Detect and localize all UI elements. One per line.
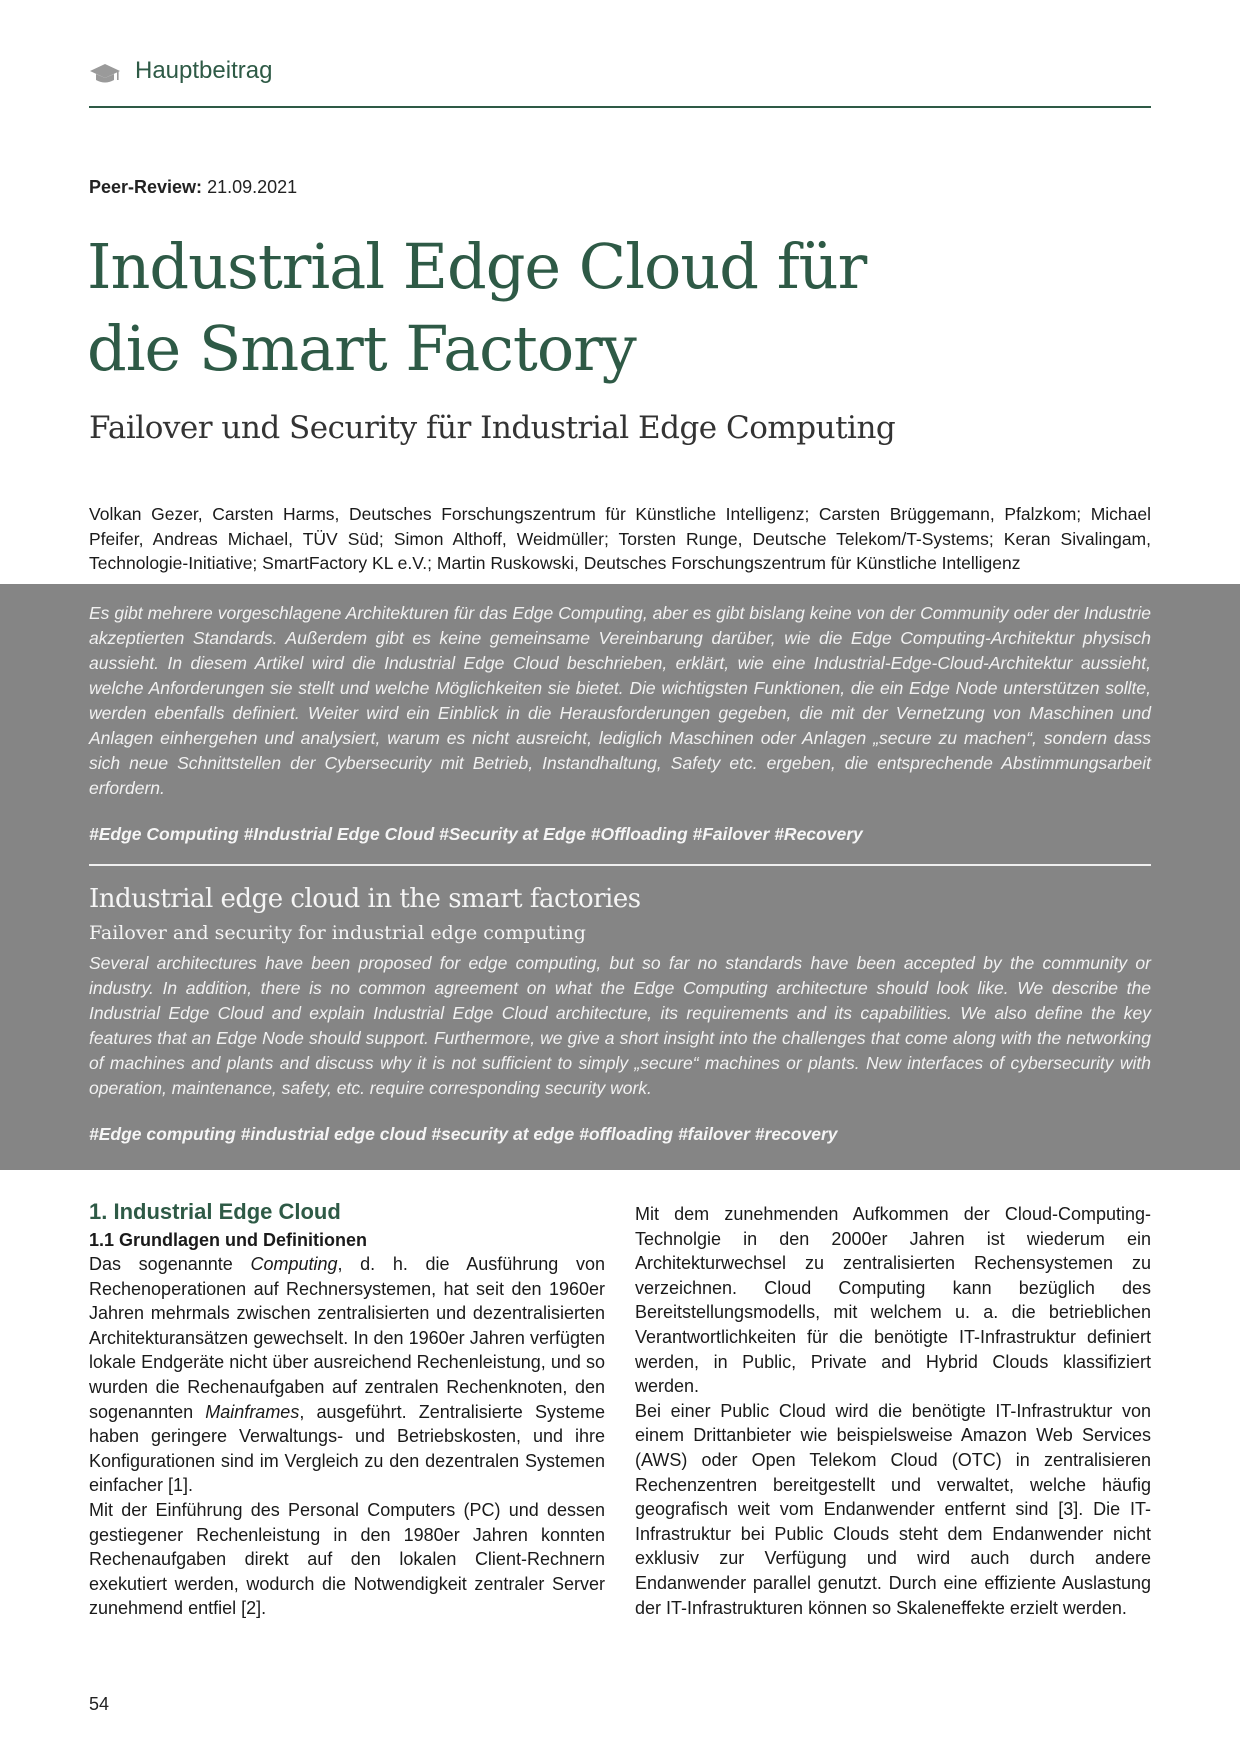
paragraph: Bei einer Public Cloud wird die benötigte IT-Infrastruktur von einem Drittanbieter wie beispielsweise Amazon Web Services (AWS) oder Open Telekom Cloud (OTC) in zentralisieren Rechenzentren bereitgestellt und verwaltet, welche häufig geografisch weit vom Endanwender entfernt sind [3]. Die IT-Infrastruktur bei Public Clouds steht dem Endanwender nicht exklusiv zur Verfügung und wird auch durch andere Endanwender parallel genutzt. Durch eine effiziente Auslastung der IT-Infrastrukturen können so Skaleneffekte erzielt werden. <box>635 1400 1151 1618</box>
abstract-english: Several architectures have been proposed for edge computing, but so far no standards have been accepted by the community or industry. In addition, there is no common agreement on what the Edge Computing architecture should look like. We describe the Industrial Edge Cloud and explain Industrial Edge Cloud architecture, its requirements and its capabilities. We also define the key features that an Edge Node should support. Furthermore, we give a short insight into the challenges that come along with the networking of machines and plants and discuss why it is not sufficient to simply „secure“ machines or plants. New interfaces of cybersecurity with operation, maintenance, safety, etc. require corresponding security work. <box>89 953 1151 1098</box>
body-column-left <box>89 1198 605 1621</box>
peer-review-line <box>89 177 297 198</box>
peer-review-label: Peer-Review: <box>89 177 203 197</box>
body-column-right <box>635 1202 1151 1620</box>
paragraph: Das sogenannte Computing, d. h. die Ausführung von Rechenoperationen auf Rechnersystemen, hat seit den 1960er Jahren mehrmals zwischen zentralisierten und dezentralisierten Architekturansätzen gewechselt. In den 1960er Jahren verfügten lokale Endgeräte nicht über ausreichend Rechenleistung, und so wurden die Rechenaufgaben auf zentralen Rechenknoten, den sogenannten Mainframes, ausgeführt. Zentralisierte Systeme haben geringere Verwaltungs- und Betriebskosten, und ihre Konfigurationen sind im Vergleich zu den dezentralen Systemen einfacher [1]. <box>89 1254 606 1496</box>
section-heading: 1. Industrial Edge Cloud <box>89 1199 341 1224</box>
peer-review-date: 21.09.2021 <box>207 177 298 197</box>
article-subtitle: Failover und Security für Industrial Edge Computing <box>89 410 896 446</box>
abstract-divider <box>89 864 1151 866</box>
keywords-german: #Edge Computing #Industrial Edge Cloud #Security at Edge #Offloading #Failover #Recovery <box>89 824 863 844</box>
author-list: Volkan Gezer, Carsten Harms, Deutsches Forschungszentrum für Künstliche Intelligenz; Carsten Brüggemann, Pfalzkom; Michael Pfeifer, Andreas Michael, TÜV Süd; Simon Althoff, Weidmüller; Torsten Runge, Deutsche Telekom/T-Systems; Keran Sivalingam, Technologie-Initiative; SmartFactory KL e.V.; Martin Ruskowski, Deutsches Forschungszentrum für Künstliche Intelligenz <box>89 504 1151 573</box>
section-label: Hauptbeitrag <box>135 57 273 84</box>
abstract-german: Es gibt mehrere vorgeschlagene Architekturen für das Edge Computing, aber es gibt bislang keine von der Community oder der Industrie akzeptierten Standards. Außerdem gibt es keine gemeinsame Vereinbarung darüber, wie die Edge Computing-Architektur physisch aussieht. In diesem Artikel wird die Industrial Edge Cloud beschrieben, erklärt, wie eine Industrial-Edge-Cloud-Architektur aussieht, welche Anforderungen sie stellt und welche Möglichkeiten sie bietet. Die wichtigsten Funktionen, die ein Edge Node unterstützen sollte, werden ebenfalls definiert. Weiter wird ein Einblick in die Herausforderungen gegeben, die mit der Vernetzung von Maschinen und Anlagen einhergehen und analysiert, warum es nicht ausreicht, lediglich Maschinen oder Anlagen „secure zu machen“, sondern dass sich neue Schnittstellen der Cybersecurity mit Betrieb, Instandhaltung, Safety etc. ergeben, die entsprechende Abstimmungsarbeit erfordern. <box>89 603 1151 798</box>
article-title <box>87 226 1087 390</box>
paragraph: Mit der Einführung des Personal Computers (PC) und dessen gestiegener Rechenleistung in den 1980er Jahren konnten Rechenaufgaben direkt auf den lokalen Client-Rechnern exekutiert werden, wodurch die Notwendigkeit zentraler Server zunehmend entfiel [2]. <box>89 1499 605 1619</box>
page-number: 54 <box>89 1694 110 1714</box>
graduation-cap-icon <box>89 62 121 86</box>
title-line-2: die Smart Factory <box>87 312 636 385</box>
title-line-1: Industrial Edge Cloud für <box>87 230 867 303</box>
english-title: Industrial edge cloud in the smart factories <box>89 884 641 914</box>
subsection-heading: 1.1 Grundlagen und Definitionen <box>89 1230 368 1250</box>
english-subtitle: Failover and security for industrial edge computing <box>89 922 586 944</box>
paragraph: Mit dem zunehmenden Aufkommen der Cloud-Computing-Technolgie in den 2000er Jahren ist wiederum ein Architekturwechsel zu zentralisierten Rechensystemen zu verzeichnen. Cloud Computing kann bezüglich des Bereitstellungsmodells, mit welchem u. a. die betrieblichen Verantwortlichkeiten für die benötigte IT-Infrastruktur definiert werden, in Public, Private and Hybrid Clouds klassifiziert werden. <box>635 1204 1151 1397</box>
keywords-english: #Edge computing #industrial edge cloud #security at edge #offloading #failover #recovery <box>89 1124 838 1144</box>
running-header <box>89 54 1151 108</box>
